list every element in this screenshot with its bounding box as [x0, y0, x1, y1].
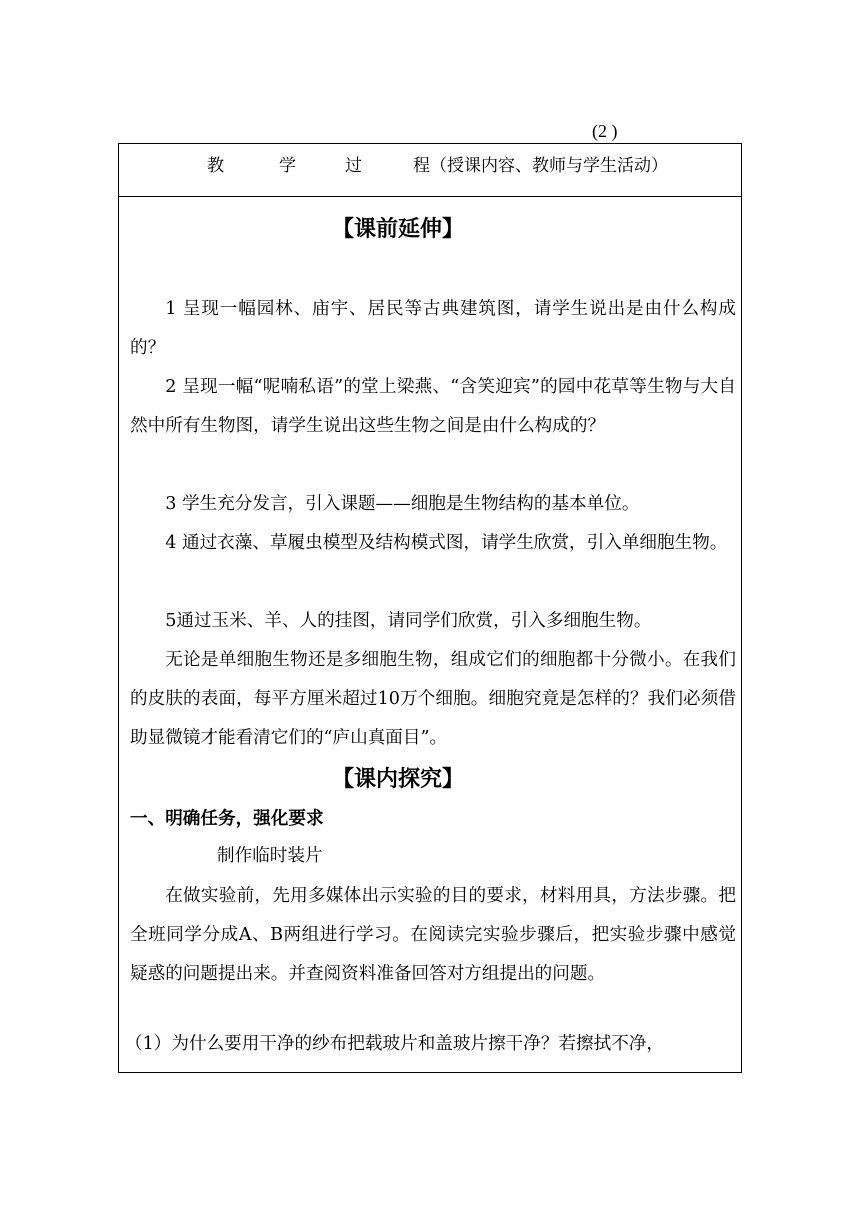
experiment-paragraph: 在做实验前，先用多媒体出示实验的目的要求，材料用具，方法步骤。把全班同学分成A、B两组进行学习。在阅读完实验步骤后，把实验步骤中感觉疑惑的问题提出来。并查阅资料准备回答对方组提出的问题。: [130, 886, 736, 984]
paragraph-3: 3 学生充分发言，引入课题——细胞是生物结构的基本单位。: [165, 494, 640, 514]
paragraph-4: 4 通过衣藻、草履虫模型及结构模式图，请学生欣赏，引入单细胞生物。: [165, 533, 728, 553]
paragraph-5: 5通过玉米、羊、人的挂图，请同学们欣赏，引入多细胞生物。: [165, 611, 652, 631]
header-char-2: 学: [279, 156, 296, 176]
section-title-in-class: 【课内探究】: [332, 767, 465, 792]
task-heading: 一、明确任务，强化要求: [130, 809, 324, 829]
paragraph-2: 2 呈现一幅“呢喃私语”的堂上梁燕、“含笑迎宾”的园中花草等生物与大自然中所有生物图，请学生说出这些生物之间是由什么构成的？: [130, 377, 736, 436]
header-char-1: 教: [207, 156, 224, 176]
page-number: (2 ): [592, 121, 618, 141]
table-header: [119, 144, 741, 197]
lesson-table: [118, 143, 742, 1073]
task-subtitle: 制作临时装片: [217, 846, 323, 866]
header-char-3: 过: [345, 156, 362, 176]
question-1: （1）为什么要用干净的纱布把载玻片和盖玻片擦干净？若擦拭不净，: [125, 1034, 665, 1054]
header-char-4: 程（授课内容、教师与学生活动）: [413, 156, 668, 176]
section-title-pre-class: 【课前延伸】: [332, 217, 465, 242]
paragraph-1: 1 呈现一幅园林、庙宇、居民等古典建筑图，请学生说出是由什么构成的？: [130, 299, 736, 358]
paragraph-6: 无论是单细胞生物还是多细胞生物，组成它们的细胞都十分微小。在我们的皮肤的表面，每平方厘米超过10万个细胞。细胞究竟是怎样的？我们必须借助显微镜才能看清它们的“庐山真面目”。: [130, 650, 736, 748]
